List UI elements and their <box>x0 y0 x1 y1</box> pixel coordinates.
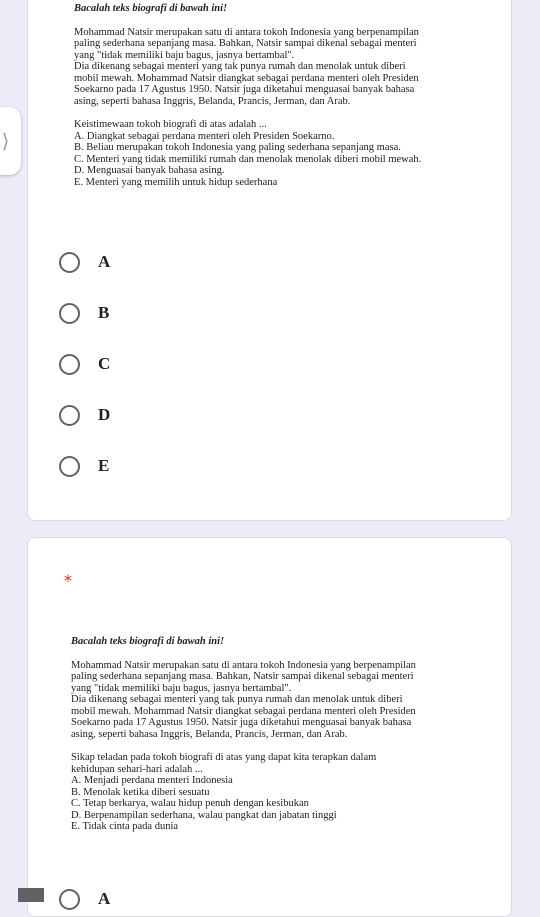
option-label: A <box>98 889 111 908</box>
question-2-prompt: Sikap teladan pada tokoh biografi di atas yang dapat kita terapkan dalam kehidupan sehari-hari adalah ... <box>71 752 377 775</box>
option-a[interactable] <box>59 884 110 914</box>
question-1-title: Bacalah teks biografi di bawah ini! <box>74 3 228 14</box>
question-1-choice-e: E. Menteri yang memilih untuk hidup sederhana <box>74 176 278 188</box>
option-label: C <box>98 354 111 373</box>
question-2-choice-a: A. Menjadi perdana menteri Indonesia <box>71 775 233 786</box>
question-2-choice-d: D. Berpenampilan sederhana, walau pangkat dan jabatan tinggi <box>71 809 337 821</box>
option-label: E <box>98 456 110 475</box>
option-label: B <box>98 303 110 322</box>
option-d[interactable] <box>59 400 110 430</box>
question-1-passage: Mohammad Natsir merupakan satu di antara tokoh Indonesia yang berpenampilan paling sederhana sepanjang masa. Bahkan, Natsir sampai dikenal sebagai menteri yang "tidak memiliki baju bagus, jasnya bertambal". Dia dikenang sebagai menteri yang tak punya rumah dan menolak untuk diberi mobil mewah. Mohammad Natsir diangkat sebagai perdana menteri oleh Presiden Soekarno pada 17 Agustus 1950. Natsir juga diketahui menguasai banyak bahasa asing, seperti bahasa Inggris, Belanda, Prancis, Jerman, dan Arab. <box>74 26 419 107</box>
option-b[interactable] <box>59 298 109 328</box>
question-2-title: Bacalah teks biografi di bawah ini! <box>71 636 225 647</box>
question-card-2 <box>27 537 512 917</box>
question-1-choice-b: B. Beliau merupakan tokoh Indonesia yang paling sederhana sepanjang masa. <box>74 142 401 153</box>
side-panel-toggle[interactable] <box>0 107 21 175</box>
question-2-text <box>71 636 491 833</box>
radio-button[interactable] <box>59 405 80 426</box>
question-2-choice-c: C. Tetap berkarya, walau hidup penuh dengan kesibukan <box>71 798 309 809</box>
question-2-passage: Mohammad Natsir merupakan satu di antara tokoh Indonesia yang berpenampilan paling sederhana sepanjang masa. Bahkan, Natsir sampai dikenal sebagai menteri yang "tidak memiliki baju bagus, jasnya bertambal". Dia dikenang sebagai menteri yang tak punya rumah dan menolak untuk diberi mobil mewah. Mohammad Natsir diangkat sebagai perdana menteri oleh Presiden Soekarno pada 17 Agustus 1950. Natsir juga diketahui menguasai banyak bahasa asing, seperti bahasa Inggris, Belanda, Prancis, Jerman, dan Arab. <box>71 659 416 740</box>
option-e[interactable] <box>59 451 109 481</box>
chevron-right-icon: ⟩ <box>1 129 10 153</box>
option-label: D <box>98 405 111 424</box>
question-1-choice-a: A. Diangkat sebagai perdana menteri oleh Presiden Soekarno. <box>74 130 335 142</box>
radio-button[interactable] <box>59 889 80 910</box>
option-a[interactable] <box>59 247 110 277</box>
radio-button[interactable] <box>59 303 80 324</box>
question-card-1 <box>27 0 512 521</box>
option-label: A <box>98 252 111 271</box>
radio-button[interactable] <box>59 456 80 477</box>
option-c[interactable] <box>59 349 110 379</box>
question-1-choice-c: C. Menteri yang tidak memiliki rumah dan menolak menolak diberi mobil mewah. <box>74 153 422 165</box>
question-1-prompt: Keistimewaan tokoh biografi di atas adalah ... <box>74 119 267 130</box>
question-1-choice-d: D. Menguasai banyak bahasa asing. <box>74 165 225 176</box>
radio-button[interactable] <box>59 252 80 273</box>
required-asterisk: * <box>64 571 72 590</box>
question-1-text <box>74 3 474 188</box>
radio-button[interactable] <box>59 354 80 375</box>
question-2-choice-b: B. Menolak ketika diberi sesuatu <box>71 786 210 798</box>
question-2-choice-e: E. Tidak cinta pada dunia <box>71 821 179 832</box>
image-placeholder-icon <box>18 888 44 902</box>
